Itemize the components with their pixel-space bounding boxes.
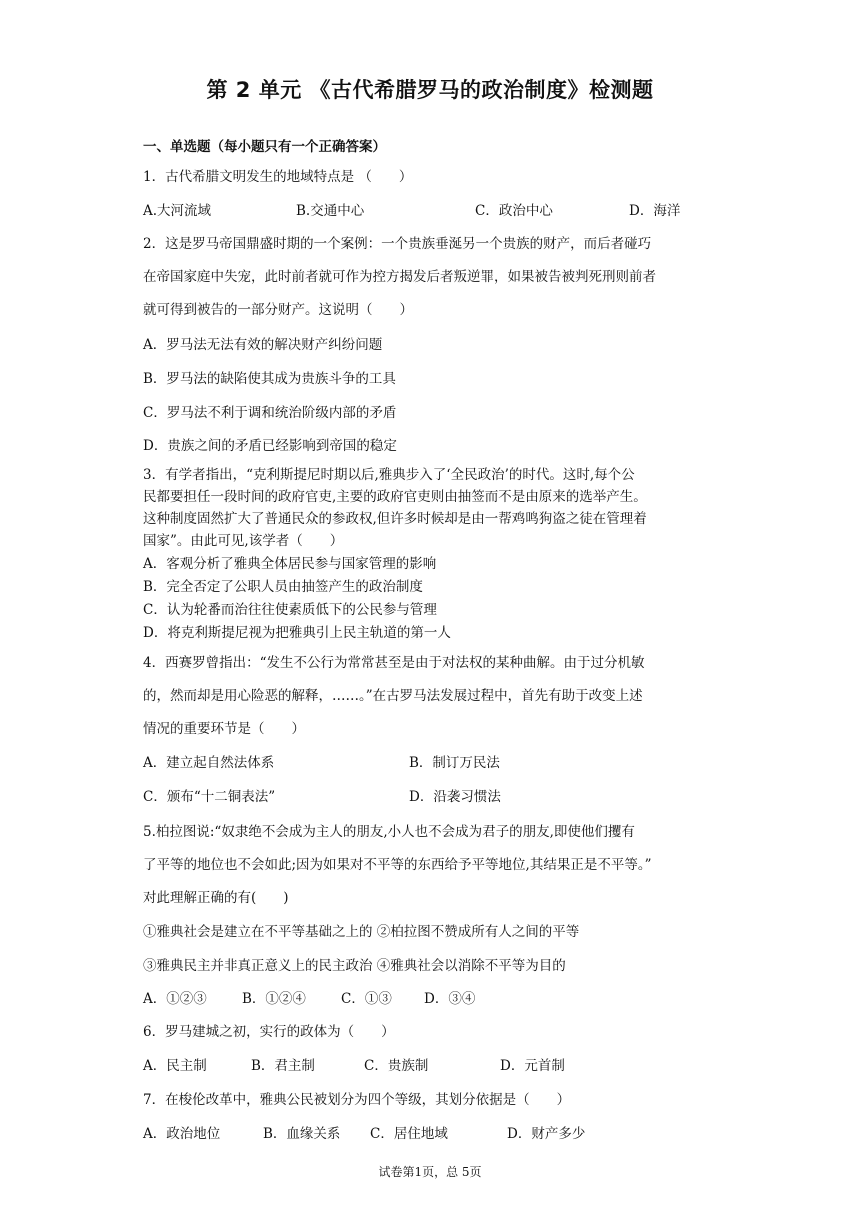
q3-option-a: A．客观分析了雅典全体居民参与国家管理的影响	[143, 556, 437, 572]
q3-option-b: B．完全否定了公职人员由抽签产生的政治制度	[143, 579, 423, 595]
q7-stem: 7．在梭伦改革中，雅典公民被划分为四个等级，其划分依据是（ ）	[143, 1092, 571, 1108]
q3-line-2: 民都要担任一段时间的政府官吏,主要的政府官吏则由抽签而不是由原来的选举产生。	[143, 489, 647, 505]
section-heading: 一、单选题（每小题只有一个正确答案）	[143, 139, 386, 155]
q7-option-c: C．居住地域	[370, 1126, 448, 1142]
q1-option-d: D．海洋	[629, 203, 681, 219]
q6-option-b: B．君主制	[251, 1058, 315, 1074]
q5-option-c: C．①③	[341, 991, 392, 1007]
q6-option-a: A．民主制	[143, 1058, 207, 1074]
q4-option-b: B．制订万民法	[409, 755, 500, 771]
q7-option-a: A．政治地位	[143, 1126, 221, 1142]
q4-option-a: A．建立起自然法体系	[143, 755, 275, 771]
q4-option-c: C．颁布“十二铜表法”	[143, 789, 276, 805]
q2-line-1: 2．这是罗马帝国鼎盛时期的一个案例：一个贵族垂涎另一个贵族的财产，而后者碰巧	[143, 236, 652, 252]
q6-stem: 6．罗马建城之初，实行的政体为（ ）	[143, 1024, 395, 1040]
q6-option-d: D．元首制	[500, 1058, 565, 1074]
q2-option-d: D．贵族之间的矛盾已经影响到帝国的稳定	[143, 438, 397, 454]
q3-line-1: 3．有学者指出，“克利斯提尼时期以后,雅典步入了‘全民政治’的时代。这时,每个公	[143, 467, 635, 483]
q5-option-b: B．①②④	[242, 991, 306, 1007]
q4-line-3: 情况的重要环节是（ ）	[143, 721, 305, 737]
q5-line-3: 对此理解正确的有( )	[143, 890, 289, 906]
q2-option-c: C．罗马法不利于调和统治阶级内部的矛盾	[143, 405, 397, 421]
q2-option-a: A．罗马法无法有效的解决财产纠纷问题	[143, 337, 383, 353]
q2-line-3: 就可得到被告的一部分财产。这说明（ ）	[143, 302, 413, 318]
page-footer: 试卷第1页，总 5页	[378, 1165, 482, 1179]
q4-line-1: 4．西赛罗曾指出：“发生不公行为常常甚至是由于对法权的某种曲解。由于过分机敏	[143, 655, 645, 671]
q3-line-4: 国家”。由此可见,该学者（ ）	[143, 533, 344, 549]
exam-title: 第 2 单元 《古代希腊罗马的政治制度》检测题	[206, 78, 654, 102]
q1-stem: 1．古代希腊文明发生的地域特点是 （ ）	[143, 169, 413, 185]
q5-option-d: D．③④	[424, 991, 476, 1007]
q4-line-2: 的，然而却是用心险恶的解释，……。”在古罗马法发展过程中，首先有助于改变上述	[143, 688, 643, 704]
q3-option-d: D．将克利斯提尼视为把雅典引上民主轨道的第一人	[143, 625, 451, 641]
q7-option-b: B．血缘关系	[263, 1126, 341, 1142]
q5-line-1: 5.柏拉图说:“奴隶绝不会成为主人的朋友,小人也不会成为君子的朋友,即使他们攫有	[143, 824, 635, 840]
q3-line-3: 这种制度固然扩大了普通民众的参政权,但许多时候却是由一帮鸡鸣狗盗之徒在管理着	[143, 511, 647, 527]
q1-option-c: C．政治中心	[475, 203, 553, 219]
q2-line-2: 在帝国家庭中失宠，此时前者就可作为控方揭发后者叛逆罪，如果被告被判死刑则前者	[143, 269, 656, 285]
q4-option-d: D．沿袭习惯法	[409, 789, 501, 805]
q5-line-5: ③雅典民主并非真正意义上的民主政治 ④雅典社会以消除不平等为目的	[143, 958, 566, 974]
q1-option-b: B.交通中心	[296, 203, 365, 219]
q2-option-b: B．罗马法的缺陷使其成为贵族斗争的工具	[143, 371, 396, 387]
q7-option-d: D．财产多少	[507, 1126, 586, 1142]
q6-option-c: C．贵族制	[364, 1058, 429, 1074]
q3-option-c: C．认为轮番而治往往使素质低下的公民参与管理	[143, 602, 437, 618]
q5-line-2: 了平等的地位也不会如此;因为如果对不平等的东西给予平等地位,其结果正是不平等。”	[143, 857, 652, 873]
q1-option-a: A.大河流域	[143, 203, 212, 219]
q5-option-a: A．①②③	[143, 991, 207, 1007]
q5-line-4: ①雅典社会是建立在不平等基础之上的 ②柏拉图不赞成所有人之间的平等	[143, 924, 580, 940]
